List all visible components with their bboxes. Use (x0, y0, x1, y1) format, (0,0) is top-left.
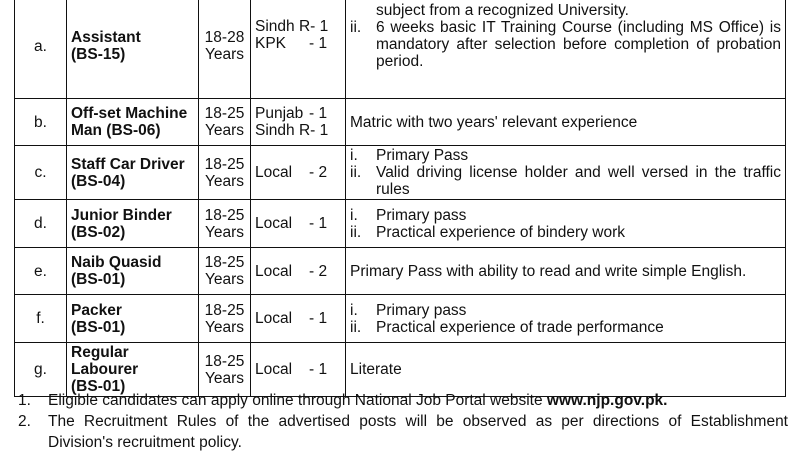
qualification-item (350, 319, 781, 336)
qualification-item (350, 263, 781, 280)
qualification-cell (346, 200, 786, 248)
quota-count: - 1 (309, 310, 328, 327)
qualification-numeral: ii. (350, 164, 362, 181)
post-scale: (BS-01) (71, 271, 126, 288)
post-title: Assistant (71, 29, 141, 46)
notes-section (18, 390, 788, 453)
serial-cell: e. (15, 248, 67, 295)
age-cell (199, 146, 251, 200)
serial-cell: a. (15, 0, 67, 99)
age-unit: Years (204, 223, 245, 241)
qualification-numeral: i. (350, 206, 358, 224)
qualification-numeral: ii. (350, 19, 362, 36)
vacancy-table (14, 0, 786, 397)
age-cell (199, 295, 251, 343)
quota-entry (255, 122, 341, 139)
note-text (48, 411, 788, 453)
post-cell (67, 99, 199, 146)
post-scale: (BS-02) (71, 223, 126, 241)
post-scale: (BS-15) (71, 46, 126, 63)
post-title: Naib Quasid (71, 254, 162, 271)
age-unit: Years (204, 172, 245, 190)
quota-region: Local (255, 361, 293, 378)
quota-region: Sindh R (255, 122, 311, 139)
qualification-item (350, 207, 781, 224)
quota-region: Local (255, 262, 293, 280)
quota-cell (251, 99, 346, 146)
qualification-cell (346, 343, 786, 397)
note-text-before: The Recruitment Rules of the advertised posts will be observed as per directions of Establishment Division's recruitment policy. (48, 413, 788, 451)
quota-region: Local (255, 310, 293, 327)
serial-cell: c. (15, 146, 67, 200)
qualification-cell (346, 0, 786, 99)
qualification-indent (350, 2, 376, 19)
age-cell (199, 0, 251, 99)
quota-cell (251, 248, 346, 295)
age-range: 18-25 (204, 301, 245, 319)
qualification-text: 6 weeks basic IT Training Course (including MS Office) is mandatory after selection before completion of probation period. (376, 19, 781, 70)
age-cell (199, 200, 251, 248)
post-cell (67, 248, 199, 295)
age-range: 18-28 (204, 29, 245, 46)
quota-count: - 1 (309, 35, 328, 52)
serial-cell: g. (15, 343, 67, 397)
table-row (15, 248, 786, 295)
qualification-item (350, 302, 781, 319)
qualification-text: Primary pass (376, 301, 467, 319)
quota-entry (255, 263, 341, 280)
post-cell (67, 295, 199, 343)
post-title: Packer (71, 301, 122, 319)
quota-region: Punjab (255, 105, 304, 122)
table-row (15, 99, 786, 146)
age-cell (199, 343, 251, 397)
quota-region: KPK (255, 35, 287, 52)
note-text (48, 390, 788, 411)
qualification-item (350, 361, 781, 378)
table-row (15, 0, 786, 99)
qualification-numeral: i. (350, 301, 358, 319)
quota-region: Local (255, 215, 293, 232)
qualification-item (350, 147, 781, 164)
note-number: 2. (18, 413, 31, 430)
qualification-text: Practical experience of bindery work (376, 223, 625, 241)
age-unit: Years (204, 46, 245, 63)
qualification-text: Primary Pass with ability to read and write simple English. (350, 262, 747, 280)
age-unit: Years (204, 318, 245, 336)
post-scale: (BS-04) (71, 172, 126, 190)
quota-entry (255, 215, 341, 232)
quota-entry (255, 105, 341, 122)
qualification-text: Valid driving license holder and well versed in the traffic rules (376, 164, 781, 198)
qualification-text: Primary pass (376, 206, 467, 224)
table-row (15, 343, 786, 397)
qualification-item (350, 114, 781, 131)
quota-cell (251, 200, 346, 248)
post-scale: (BS-01) (71, 378, 126, 395)
post-title: Regular Labourer (71, 344, 139, 378)
post-title: Junior Binder (71, 206, 172, 224)
qualification-text: Practical experience of trade performance (376, 318, 664, 336)
serial-cell: d. (15, 200, 67, 248)
serial-cell: f. (15, 295, 67, 343)
note-item (18, 390, 788, 411)
table-row (15, 295, 786, 343)
qualification-cell (346, 248, 786, 295)
quota-count: - 2 (309, 262, 328, 280)
qualification-item (350, 164, 781, 198)
age-range: 18-25 (204, 105, 245, 122)
qualification-item (350, 224, 781, 241)
quota-entry (255, 361, 341, 378)
qualification-text: Literate (350, 361, 402, 378)
qualification-cell (346, 295, 786, 343)
qualification-numeral: i. (350, 147, 358, 164)
post-cell (67, 343, 199, 397)
qualification-numeral: ii. (350, 223, 362, 241)
qualification-item (350, 2, 781, 19)
post-title: Off-set Machine (71, 105, 188, 122)
qualification-text: Matric with two years' relevant experience (350, 113, 638, 131)
qualification-numeral: ii. (350, 318, 362, 336)
age-cell (199, 248, 251, 295)
quota-count: - 1 (309, 215, 328, 232)
post-scale: (BS-01) (71, 318, 126, 336)
quota-entry (255, 18, 341, 35)
age-cell (199, 99, 251, 146)
portal-link[interactable]: www.njp.gov.pk. (546, 392, 668, 409)
note-number: 1. (18, 392, 31, 409)
note-item (18, 411, 788, 453)
quota-count: - 2 (309, 164, 328, 181)
quota-region: Local (255, 164, 293, 181)
quota-region: Sindh R (255, 18, 311, 35)
quota-count: - 1 (309, 105, 328, 122)
post-cell (67, 200, 199, 248)
age-unit: Years (204, 271, 245, 288)
age-range: 18-25 (204, 352, 245, 370)
post-title: Staff Car Driver (71, 155, 185, 173)
quota-cell (251, 343, 346, 397)
age-unit: Years (204, 122, 245, 139)
quota-count: - 1 (309, 361, 328, 378)
serial-cell: b. (15, 99, 67, 146)
table-row (15, 146, 786, 200)
table-row (15, 200, 786, 248)
age-unit: Years (204, 369, 245, 387)
post-scale: Man (BS-06) (71, 122, 161, 139)
quota-entry (255, 164, 341, 181)
qualification-text: Primary Pass (376, 147, 469, 164)
note-text-before: Eligible candidates can apply online through National Job Portal website (48, 392, 547, 409)
qualification-text: subject from a recognized University. (376, 2, 629, 19)
quota-cell (251, 146, 346, 200)
qualification-cell (346, 99, 786, 146)
quota-cell (251, 0, 346, 99)
post-cell (67, 146, 199, 200)
age-range: 18-25 (204, 206, 245, 224)
qualification-cell (346, 146, 786, 200)
quota-cell (251, 295, 346, 343)
quota-count: - 1 (310, 122, 329, 139)
qualification-item (350, 19, 781, 70)
quota-count: - 1 (310, 18, 329, 35)
quota-entry (255, 35, 341, 52)
age-range: 18-25 (204, 254, 245, 271)
post-cell (67, 0, 199, 99)
quota-entry (255, 310, 341, 327)
age-range: 18-25 (204, 155, 245, 173)
